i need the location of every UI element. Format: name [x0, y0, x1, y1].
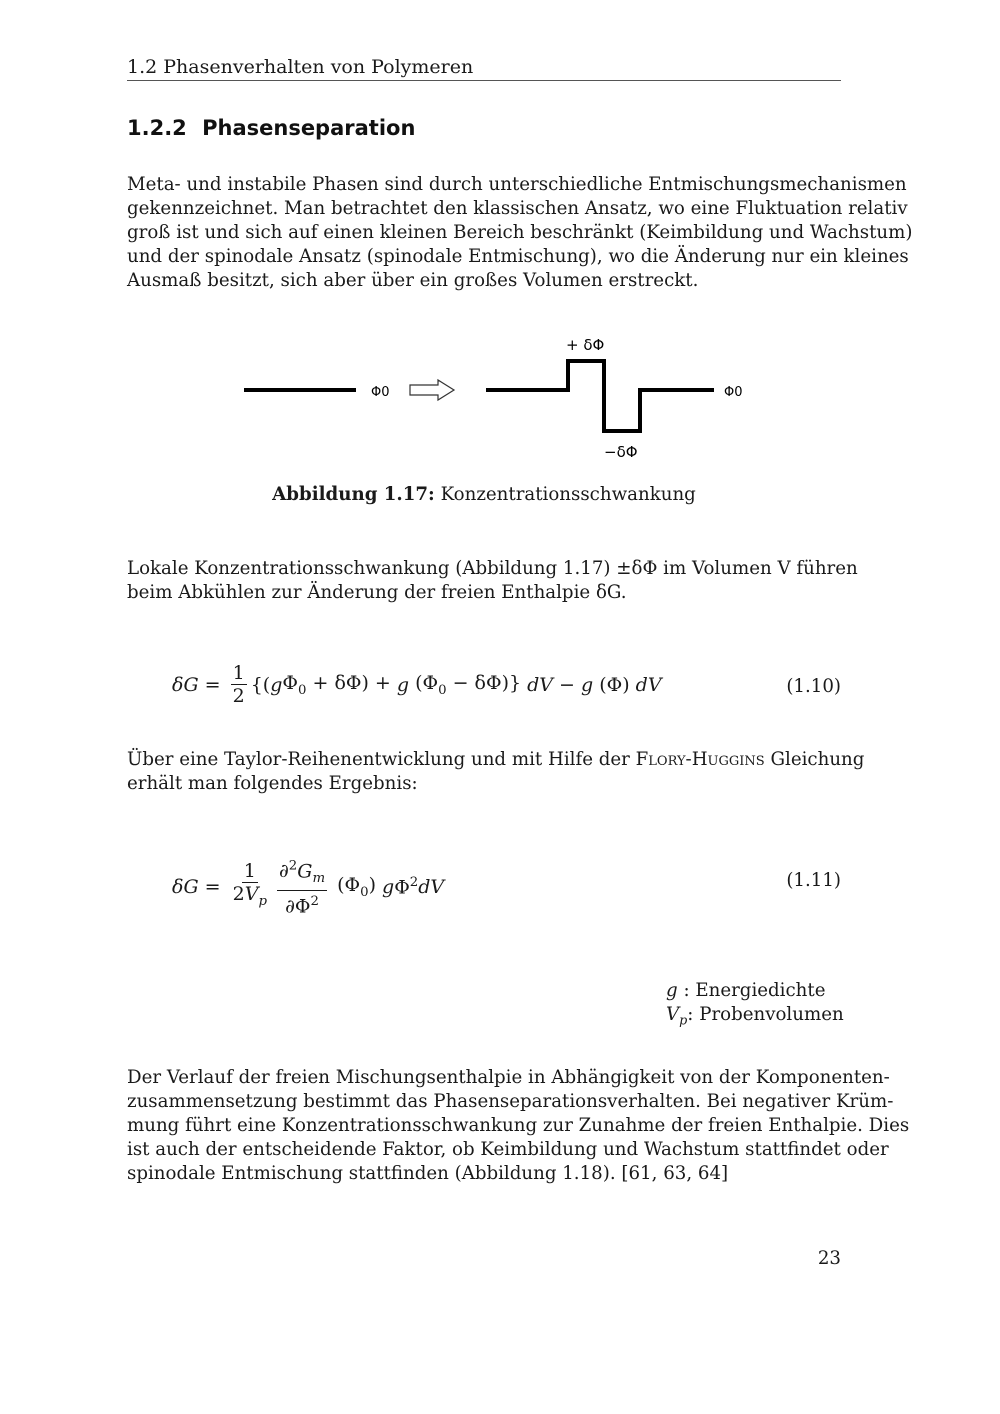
running-header: 1.2 Phasenverhalten von Polymeren	[127, 56, 841, 81]
text-line: spinodale Entmischung stattfinden (Abbildung 1.18). [61, 63, 64]	[127, 1163, 729, 1184]
text-line: mung führt eine Konzentrationsschwankung zur Zunahme der freien Enthalpie. Dies	[127, 1115, 910, 1136]
equation-1-11: δG = $\frac{1}{2V_p}$ $\frac{\partial^2G_m}{\partial\Phi^2}$ $(\Phi_0)$ g $\Phi^2$ dV	[172, 856, 444, 917]
section-title: Phasenseparation	[202, 116, 416, 140]
paragraph-taylor	[127, 748, 865, 796]
text-line: Lokale Konzentrationsschwankung (Abbildung 1.17) ±δΦ im Volumen V führen	[127, 558, 858, 579]
text-line: zusammensetzung bestimmt das Phasenseparationsverhalten. Bei negativer Krüm-	[127, 1091, 894, 1112]
text-segment: Über eine Taylor-Reihenentwicklung und mit Hilfe der	[127, 749, 630, 770]
text-line: groß ist und sich auf einen kleinen Bereich beschränkt (Keimbildung und Wachstum)	[127, 222, 913, 243]
symbol-legend	[666, 979, 844, 1034]
text-line: ist auch der entscheidende Faktor, ob Keimbildung und Wachstum stattfindet oder	[127, 1139, 889, 1160]
flory-huggins-name: Flory-Huggins	[635, 749, 765, 770]
paragraph-fluctuation	[127, 557, 858, 605]
phi0-right-label: Φ0	[724, 385, 743, 400]
paragraph-intro	[127, 173, 913, 293]
caption-text: Konzentrationsschwankung	[440, 484, 696, 505]
text-line: Meta- und instabile Phasen sind durch unterschiedliche Entmischungsmechanismen	[127, 174, 907, 195]
equation-number: (1.10)	[786, 676, 841, 697]
plus-delta-phi-label: + δΦ	[566, 336, 605, 354]
text-line: erhält man folgendes Ergebnis:	[127, 773, 418, 794]
section-number: 1.2.2	[127, 116, 187, 140]
text-line: und der spinodale Ansatz (spinodale Entmischung), wo die Änderung nur ein kleines	[127, 246, 909, 267]
text-line: Ausmaß besitzt, sich aber über ein großes Volumen erstreckt.	[127, 270, 699, 291]
text-line: Der Verlauf der freien Mischungsenthalpie in Abhängigkeit von der Komponenten-	[127, 1067, 890, 1088]
equation-1-10: δG = $\frac{1}{2}$ {( g $\Phi_0 + \delta\Phi$) + g $(\Phi_0 - \delta\Phi)$} dV − g (Φ) dV	[172, 662, 662, 707]
caption-label: Abbildung 1.17:	[272, 484, 435, 505]
phi0-left-label: Φ0	[371, 385, 390, 400]
text-segment: Gleichung	[770, 749, 865, 770]
equation-number: (1.11)	[786, 870, 841, 891]
section-heading	[127, 116, 415, 140]
arrow-right-icon	[410, 380, 454, 400]
text-line: gekennzeichnet. Man betrachtet den klassischen Ansatz, wo eine Fluktuation relativ	[127, 198, 908, 219]
minus-delta-phi-label: −δΦ	[604, 443, 638, 461]
figure-caption	[127, 484, 841, 505]
legend-g: g : Energiedichte	[666, 980, 826, 1001]
text-line: beim Abkühlen zur Änderung der freien Enthalpie δG.	[127, 582, 627, 603]
concentration-fluctuation-figure	[230, 330, 770, 470]
legend-vp: $V_p$: Probenvolumen	[666, 1004, 844, 1029]
fluctuation-profile-line	[486, 361, 714, 431]
text-line	[127, 748, 865, 772]
page-number: 23	[817, 1248, 841, 1269]
paragraph-conclusion	[127, 1066, 910, 1186]
